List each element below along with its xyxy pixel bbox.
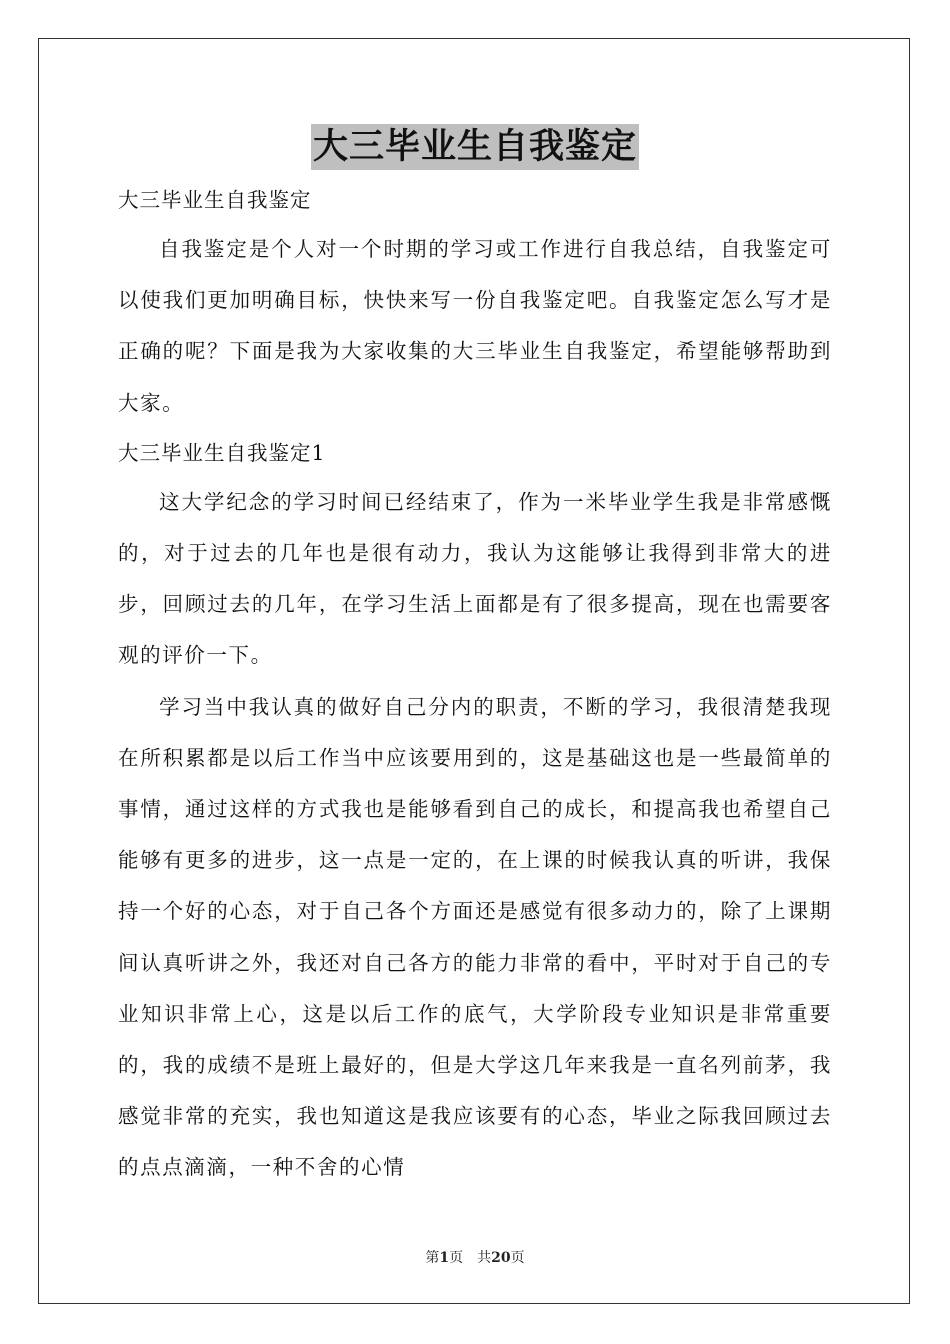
intro-paragraph: 自我鉴定是个人对一个时期的学习或工作进行自我总结，自我鉴定可以使我们更加明确目标，快快来写一份自我鉴定吧。自我鉴定怎么写才是正确的呢？下面是我为大家收集的大三毕业生自我鉴定，希望能够帮助到大家。 <box>118 237 832 415</box>
document-subtitle: 大三毕业生自我鉴定 <box>118 188 312 212</box>
body-paragraph-1: 这大学纪念的学习时间已经结束了，作为一米毕业学生我是非常感慨的，对于过去的几年也是很有动力，我认为这能够让我得到非常大的进步，回顾过去的几年，在学习生活上面都是有了很多提高，现在也需要客观的评价一下。 <box>118 489 832 668</box>
title-container <box>0 124 950 170</box>
footer-page-suffix: 页 <box>510 1250 525 1266</box>
body-paragraph-2: 学习当中我认真的做好自己分内的职责，不断的学习，我很清楚我现在所积累都是以后工作当中应该要用到的，这是基础这也是一些最简单的事情，通过这样的方式我也是能够看到自己的成长，和提高我也希望自己能够有更多的进步，这一点是一定的，在上课的时候我认真的听讲，我保持一个好的心态，对于自己各个方面还是感觉有很多动力的，除了上课期间认真听讲之外，我还对自己各方的能力非常的看中，平时对于自己的专业知识非常上心，这是以后工作的底气，大学阶段专业知识是非常重要的，我的成绩不是班上最好的，但是大学这几年来我是一直名列前茅，我感觉非常的充实，我也知道这是我应该要有的心态，毕业之际我回顾过去的点点滴滴，一种不舍的心情 <box>118 694 832 1180</box>
document-body <box>118 176 832 1194</box>
page-footer <box>0 1247 950 1267</box>
document-title: 大三毕业生自我鉴定 <box>311 124 639 170</box>
footer-page-total: 20 <box>491 1250 511 1266</box>
footer-page-current: 1 <box>439 1250 450 1266</box>
footer-page-prefix: 第 <box>425 1250 440 1266</box>
section-heading: 大三毕业生自我鉴定1 <box>118 440 326 465</box>
footer-page-mid: 页 共 <box>449 1250 492 1266</box>
